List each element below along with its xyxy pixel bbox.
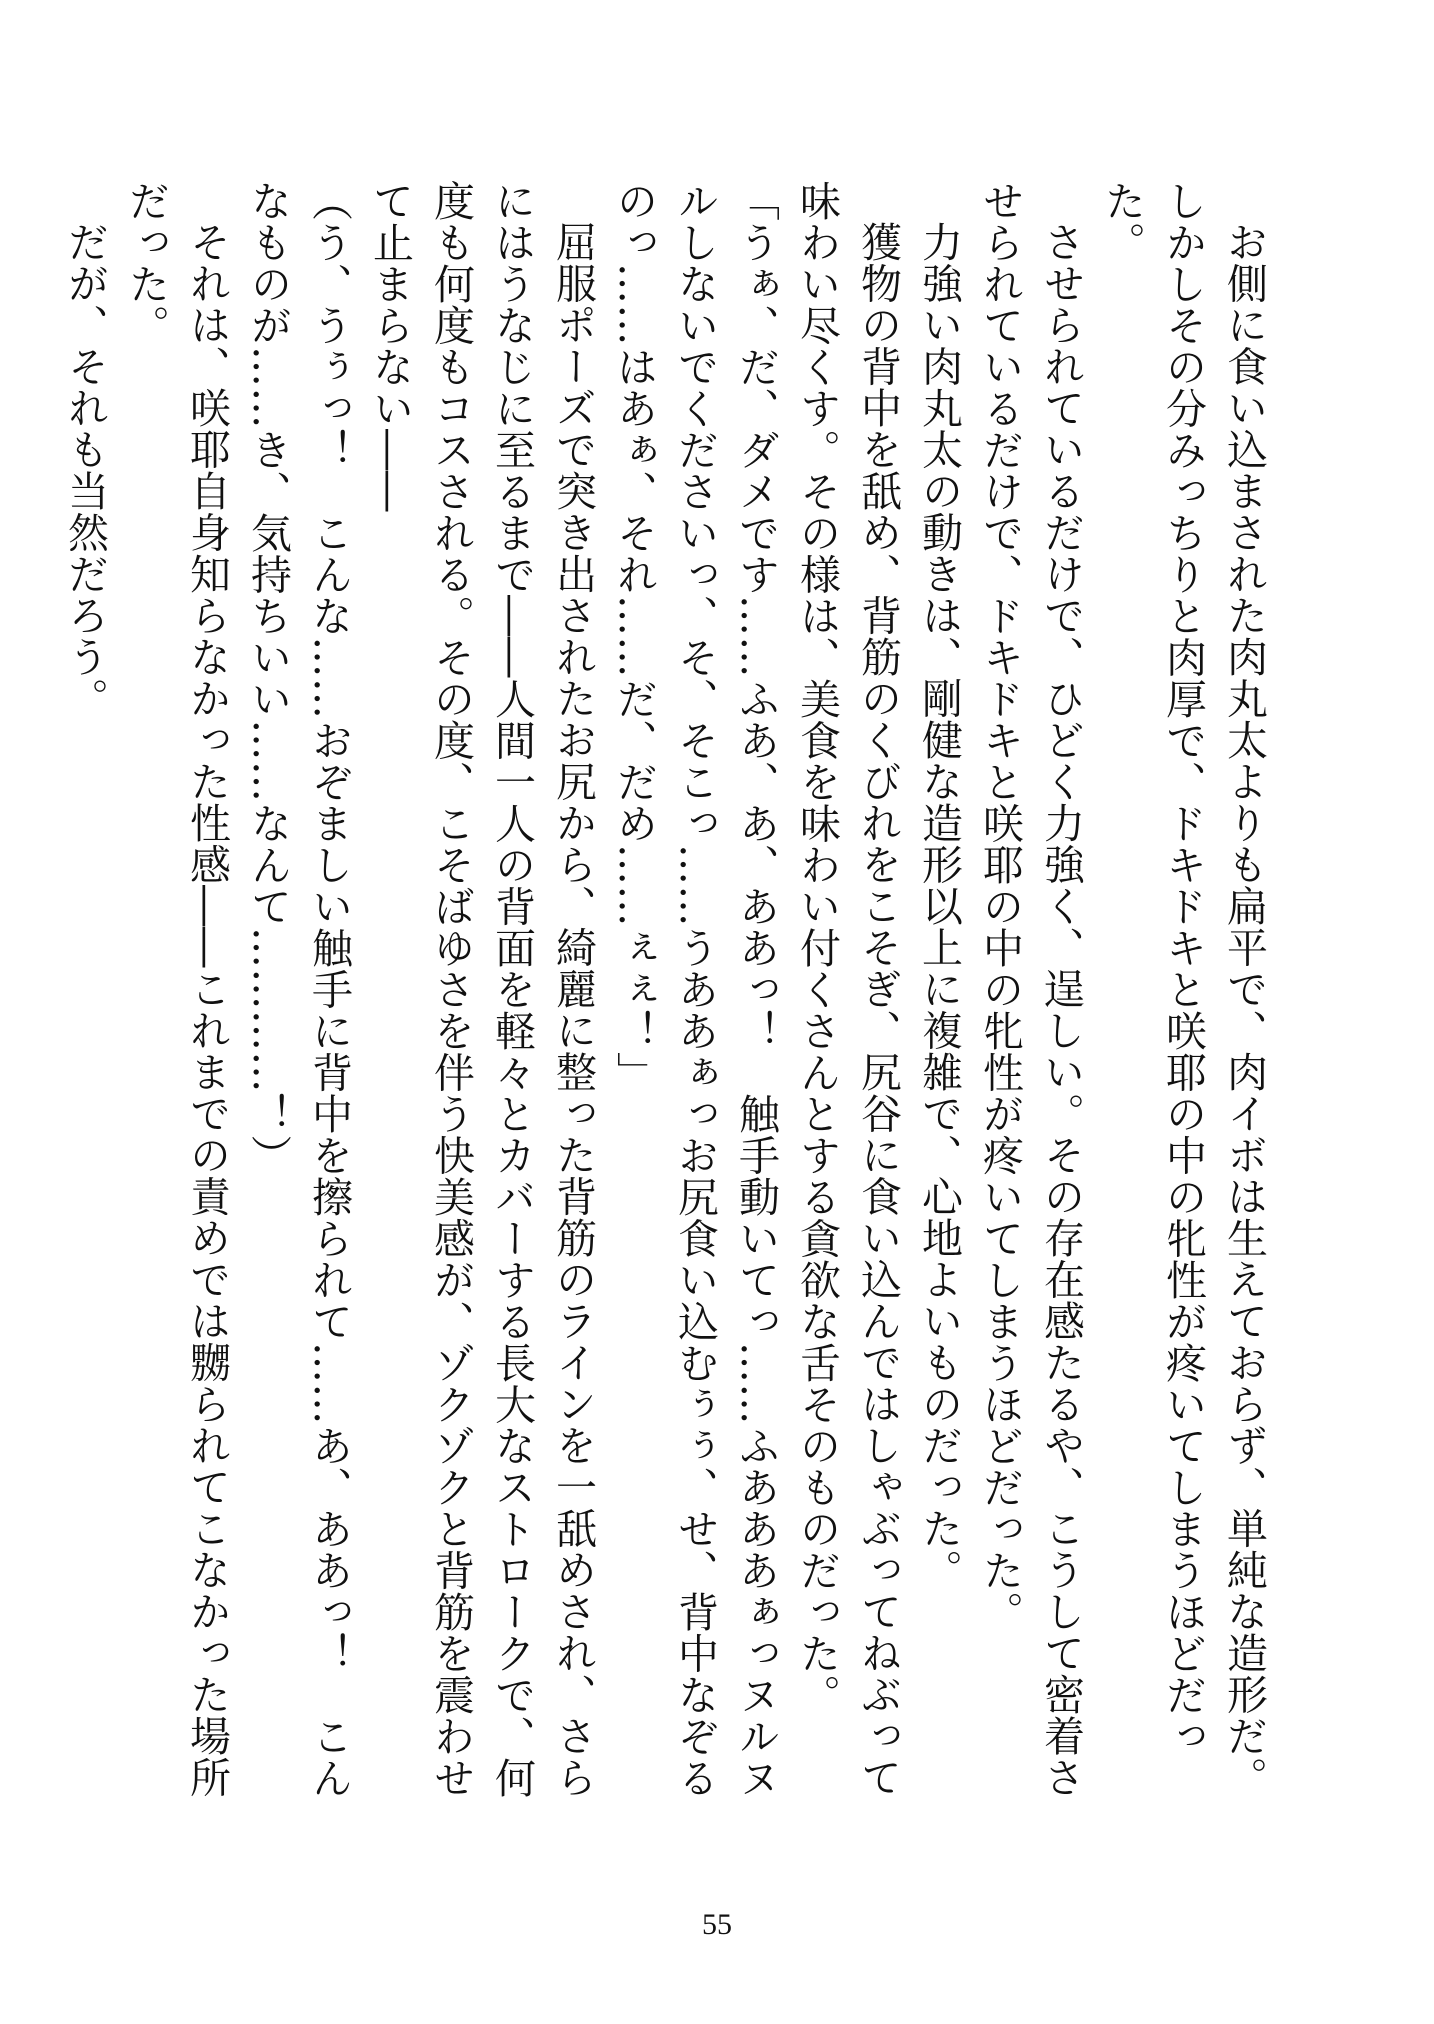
paragraph: させられているだけで、ひどく力強く、逞しい。その存在感たるや、こうして密着させられているだけで、ドキドキと咲耶の中の牝性が疼いてしまうほどだった。: [976, 180, 1085, 1798]
paragraph: だが、それも当然だろう。: [61, 221, 109, 719]
dialogue-paragraph: （う、うぅっ！ こんな……おぞましい触手に背中を擦られて……あ、ああっ！ こんなものが……き、気持ちいい……なんて…………！）: [244, 180, 353, 1799]
vertical-text-body: [61, 180, 1274, 1820]
paragraph: お側に食い込まされた肉丸太よりも扁平で、肉イボは生えておらず、単純な造形だ。しかしその分みっちりと肉厚で、ドキドキと咲耶の中の牝性が疼いてしまうほどだった。: [1098, 180, 1268, 1798]
paragraph: 獲物の背中を舐め、背筋のくびれをこそぎ、尻谷に食い込んではしゃぶってねぶって味わい尽くす。その様は、美食を味わい付くさんとする貪欲な舌そのものだった。: [793, 180, 902, 1798]
dialogue-paragraph: 「うぁ、だ、ダメです……ふあ、あ、ああっ！ 触手動いてっ……ふあああぁっヌルヌルしないでくださいっ、そ、そこっ……うああぁっお尻食い込むぅぅ、せ、背中なぞるのっ……はあぁ、それ……だ、だめ……ぇぇ！」: [610, 180, 780, 1799]
page-number: 55: [702, 1908, 732, 1941]
paragraph: それは、咲耶自身知らなかった性感――これまでの責めでは嬲られてこなかった場所だった。: [122, 180, 231, 1798]
paragraph: 屈服ポーズで突き出されたお尻から、綺麗に整った背筋のラインを一舐めされ、さらにはうなじに至るまで――人間一人の背面を軽々とカバーする長大なストロークで、何度も何度もコスされる。その度、こそばゆさを伴う快美感が、ゾクゾクと背筋を震わせて止まらない――: [366, 180, 597, 1799]
paragraph: 力強い肉丸太の動きは、剛健な造形以上に複雑で、心地よいものだった。: [915, 221, 963, 1591]
